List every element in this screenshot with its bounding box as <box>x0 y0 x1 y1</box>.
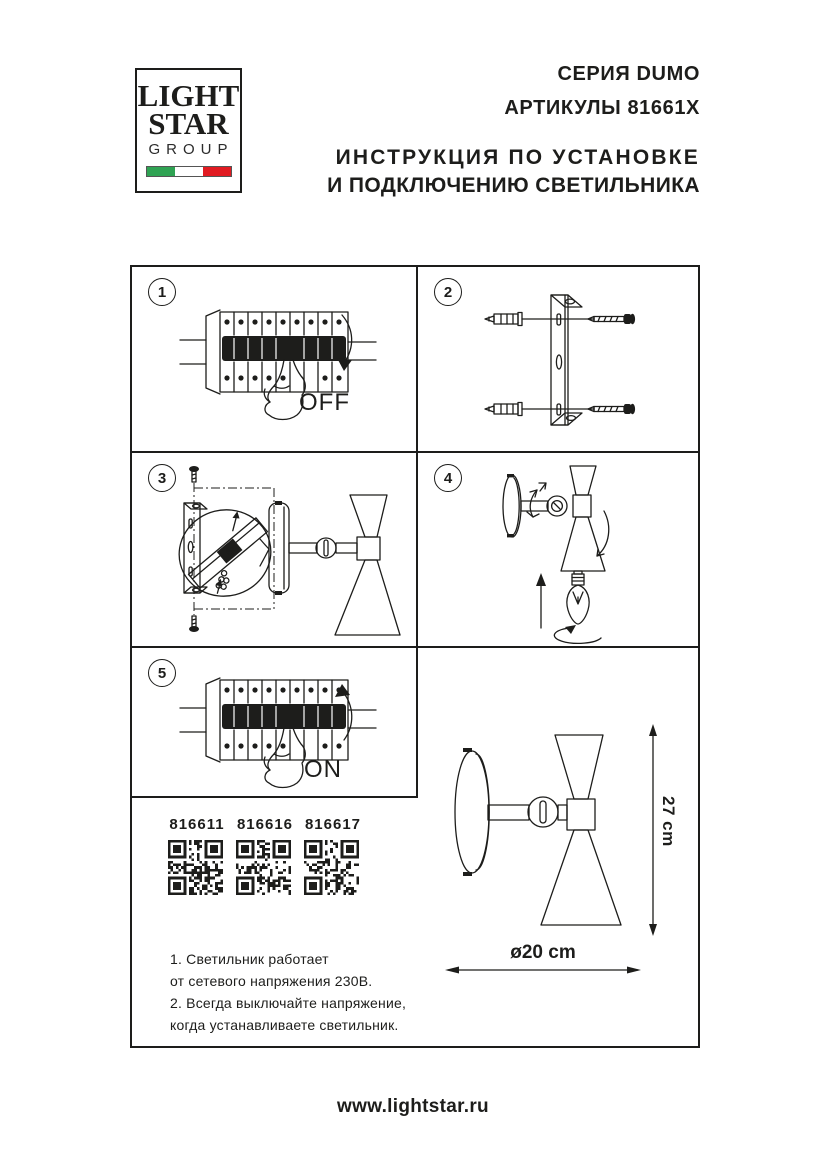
step-panel-3 <box>132 453 416 646</box>
step-number-1: 1 <box>148 278 176 306</box>
step-number-4: 4 <box>434 464 462 492</box>
note-line-3: 2. Всегда выключайте напряжение, <box>170 995 407 1011</box>
step-number-5: 5 <box>148 659 176 687</box>
series-block <box>504 57 700 125</box>
qr-code-2 <box>236 840 291 895</box>
screw-top <box>588 314 635 324</box>
qr-code-1 <box>168 840 223 895</box>
qr-label-3: 816617 <box>304 816 362 833</box>
italian-flag-bar <box>146 166 232 177</box>
screw-bottom-vertical <box>189 616 199 632</box>
step-panel-4 <box>418 453 702 646</box>
wiring-detail-magnifier <box>170 500 280 606</box>
step-number-3: 3 <box>148 464 176 492</box>
articles-title: АРТИКУЛЫ 81661X <box>504 97 700 119</box>
qr-code-3 <box>304 840 359 895</box>
note-line-1: 1. Светильник работает <box>170 951 329 967</box>
flag-green <box>147 167 175 176</box>
screw-top-vertical <box>189 466 199 482</box>
dimensions-panel <box>418 648 702 1046</box>
height-dimension-label: 27 cm <box>659 796 678 847</box>
qr-label-2: 816616 <box>236 816 294 833</box>
diameter-dimension-label: ø20 cm <box>510 942 576 963</box>
step-number-2: 2 <box>434 278 462 306</box>
step-panel-1 <box>132 267 416 451</box>
website-url: www.lightstar.ru <box>337 1096 489 1117</box>
instruction-title-line2: И ПОДКЛЮЧЕНИЮ СВЕТИЛЬНИКА <box>327 174 700 197</box>
lightstar-logo <box>135 68 242 193</box>
step-panel-2 <box>418 267 702 451</box>
flag-red <box>203 167 231 176</box>
instruction-title <box>327 144 700 200</box>
flag-white <box>175 167 203 176</box>
wall-anchor-top <box>485 313 522 326</box>
off-label: OFF <box>299 389 350 416</box>
qr-item-1 <box>168 816 226 895</box>
instruction-title-line1: ИНСТРУКЦИЯ ПО УСТАНОВКЕ <box>335 146 700 169</box>
logo-word-group: GROUP <box>148 141 234 158</box>
qr-label-1: 816611 <box>169 816 225 833</box>
wall-anchor-bottom <box>485 403 522 416</box>
note-line-4: когда устанавливаете светильник. <box>170 1017 399 1033</box>
logo-word-light: LIGHT <box>137 78 240 113</box>
lamp-dimensions-diagram <box>418 648 702 1046</box>
step-panel-5 <box>132 648 416 796</box>
safety-notes <box>170 948 406 1036</box>
qr-notes-area <box>132 798 416 1048</box>
on-label: ON <box>304 756 342 783</box>
qr-item-2 <box>236 816 294 895</box>
candle-bulb <box>567 571 589 624</box>
screw-bottom <box>588 404 635 414</box>
instruction-grid <box>130 265 700 1048</box>
series-title: СЕРИЯ DUMO <box>557 63 700 85</box>
logo-word-star: STAR <box>148 106 229 141</box>
qr-item-3 <box>304 816 362 895</box>
note-line-2: от сетевого напряжения 230В. <box>170 973 373 989</box>
